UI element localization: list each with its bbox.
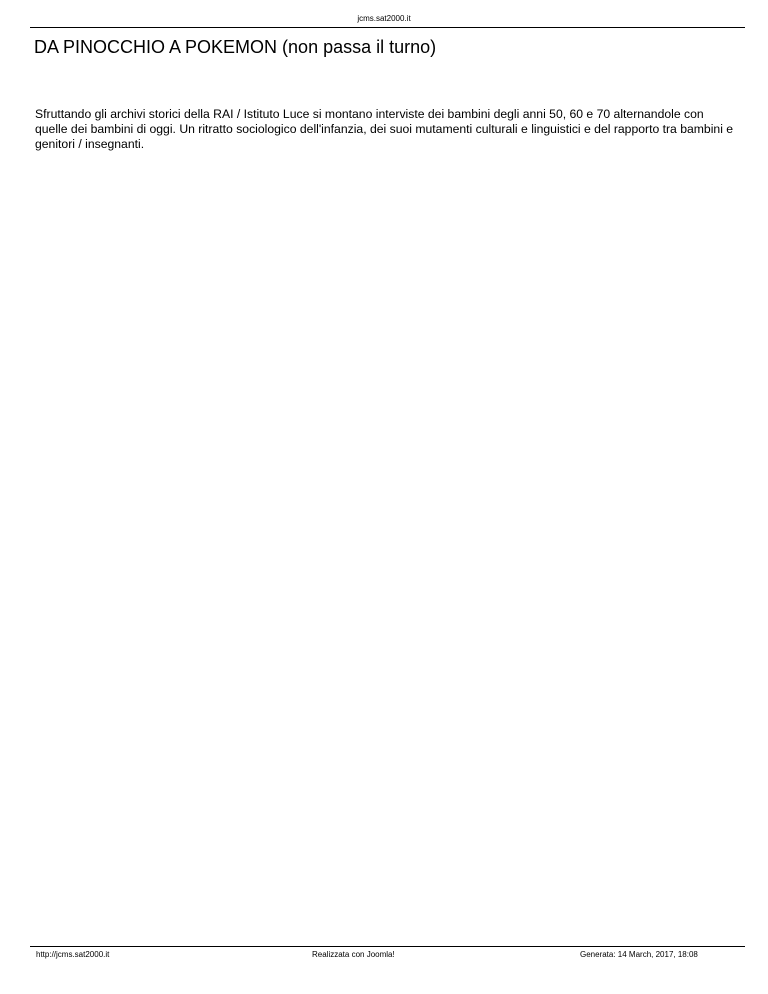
footer-credit: Realizzata con Joomla! xyxy=(312,950,395,959)
header-site-name: jcms.sat2000.it xyxy=(357,14,411,23)
header-divider xyxy=(30,27,745,28)
article-body: Sfruttando gli archivi storici della RAI / Istituto Luce si montano interviste dei bambini degli anni 50, 60 e 70 alternandole con quelle dei bambini di oggi. Un ritratto sociologico dell'infanzia, dei suoi mutamenti culturali e linguistici e del rapporto tra bambini e genitori / insegnanti. xyxy=(35,107,734,151)
article-title: DA PINOCCHIO A POKEMON (non passa il turno) xyxy=(34,37,437,57)
footer-generated-date: Generata: 14 March, 2017, 18:08 xyxy=(580,950,698,959)
footer-divider xyxy=(30,946,745,947)
footer-site-link[interactable]: http://jcms.sat2000.it xyxy=(36,950,110,959)
